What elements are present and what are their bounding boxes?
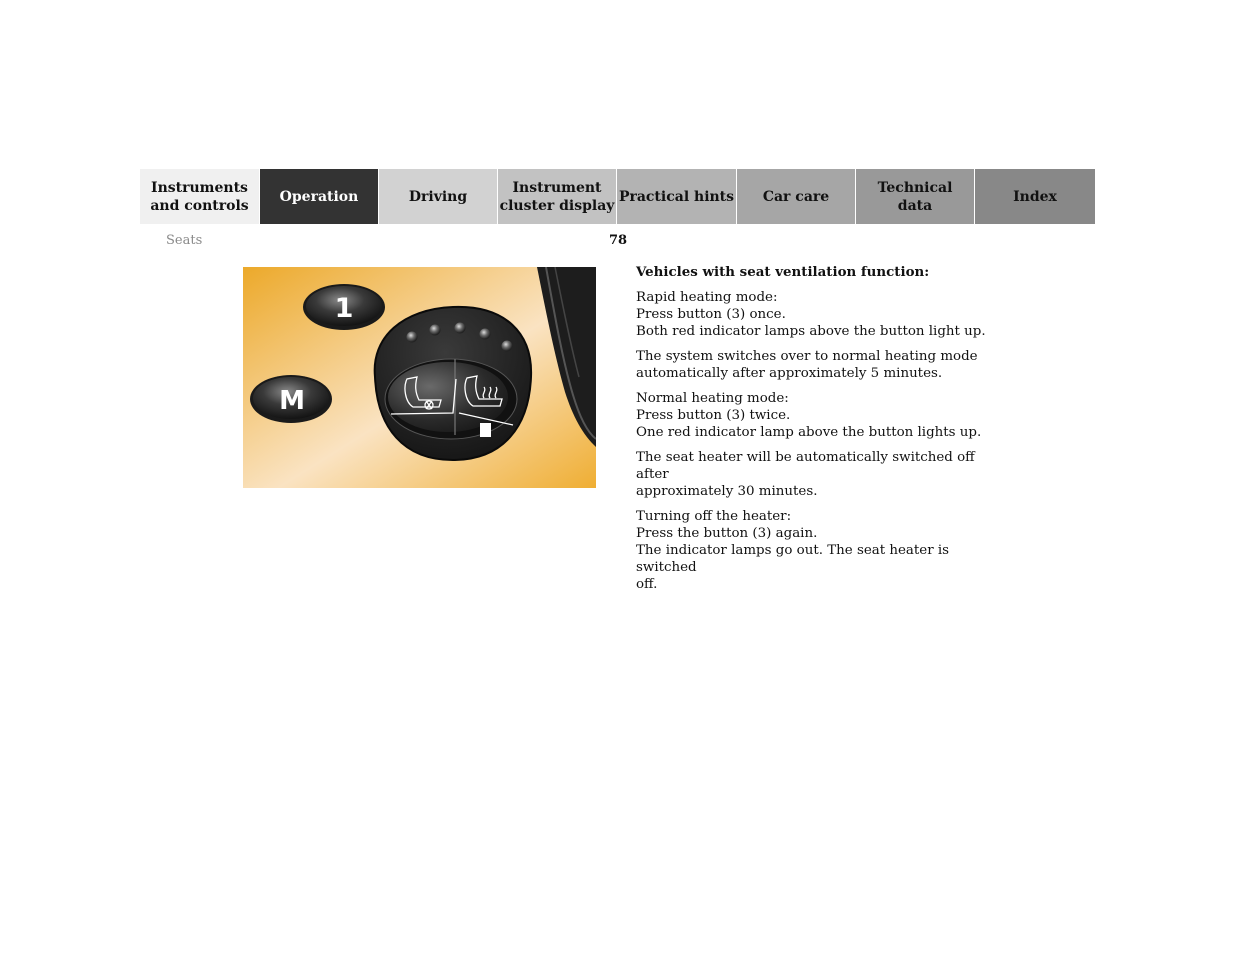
button-marker <box>480 423 491 437</box>
content-heading: Vehicles with seat ventilation function: <box>636 264 930 280</box>
indicator-lamp <box>455 323 466 334</box>
indicator-lamp <box>480 329 491 340</box>
nav-tab-technical-data[interactable]: Technical data <box>856 169 975 224</box>
paragraph-line: One red indicator lamp above the button lights up. <box>636 425 982 440</box>
nav-tab-operation[interactable]: Operation <box>260 169 379 224</box>
section-label: Seats <box>166 233 203 248</box>
indicator-lamp <box>502 341 513 352</box>
nav-tab-car-care[interactable]: Car care <box>737 169 856 224</box>
indicator-lamp <box>407 332 418 343</box>
paragraph-line: The seat heater will be automatically switched off after <box>636 450 975 482</box>
top-navigation <box>140 169 1095 224</box>
content-paragraph <box>636 449 1006 500</box>
memory-button-1 <box>303 284 385 330</box>
indicator-lamp <box>430 325 441 336</box>
paragraph-line: approximately 30 minutes. <box>636 484 818 499</box>
nav-tab-instrument-cluster-display[interactable]: Instrument cluster display <box>498 169 617 224</box>
nav-tab-instruments-and-controls[interactable]: Instruments and controls <box>140 169 260 224</box>
nav-tab-practical-hints[interactable]: Practical hints <box>617 169 737 224</box>
paragraph-line: off. <box>636 577 658 592</box>
paragraph-line: Both red indicator lamps above the button light up. <box>636 324 986 339</box>
button-m-label: M <box>279 386 305 416</box>
seat-switch-image <box>243 267 596 488</box>
paragraph-line: Normal heating mode: <box>636 391 789 406</box>
page-number: 78 <box>608 233 628 248</box>
nav-tab-driving[interactable]: Driving <box>379 169 498 224</box>
paragraph-line: The system switches over to normal heating mode <box>636 349 978 364</box>
paragraph-line: Press the button (3) again. <box>636 526 818 541</box>
seat-switch-illustration <box>243 267 596 488</box>
content-paragraph <box>636 348 1006 382</box>
seat-climate-switch-panel <box>375 307 531 460</box>
content-paragraph <box>636 289 1006 340</box>
paragraph-line: Press button (3) twice. <box>636 408 791 423</box>
memory-button-m <box>250 375 332 423</box>
content-paragraph <box>636 390 1006 441</box>
content-paragraphs <box>636 289 1006 593</box>
paragraph-line: Turning off the heater: <box>636 509 792 524</box>
paragraph-line: The indicator lamps go out. The seat heater is switched <box>636 543 950 575</box>
main-text <box>636 264 1006 601</box>
button-1-label: 1 <box>334 293 354 324</box>
paragraph-line: Rapid heating mode: <box>636 290 778 305</box>
content-paragraph <box>636 508 1006 593</box>
paragraph-line: Press button (3) once. <box>636 307 786 322</box>
paragraph-line: automatically after approximately 5 minutes. <box>636 366 943 381</box>
nav-tab-index[interactable]: Index <box>975 169 1095 224</box>
